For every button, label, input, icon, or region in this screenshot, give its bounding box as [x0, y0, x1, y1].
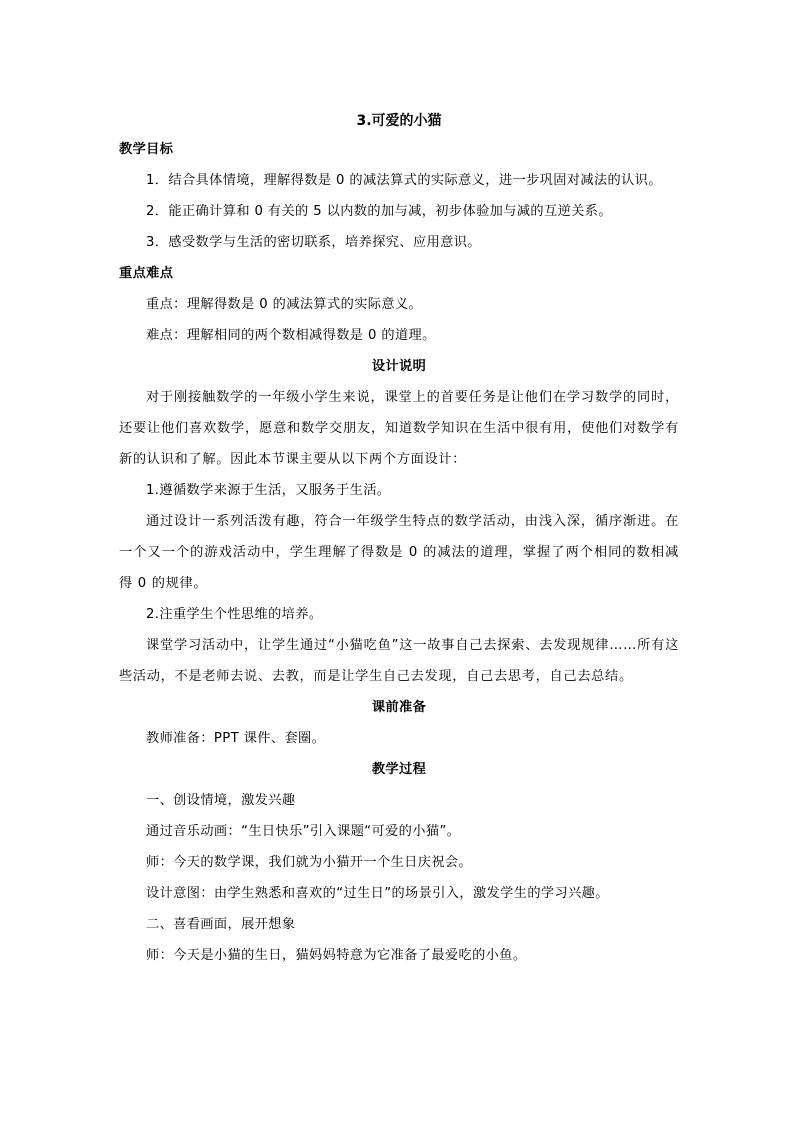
design-intro-paragraph: 对于刚接触数学的一年级小学生来说，课堂上的首要任务是让他们在学习数学的同时，还要让他们喜欢数学，愿意和数学交朋友，知道数学知识在生活中很有用，使他们对数学有新的认识和了解。因此本节课主要从以下两个方面设计： [119, 390, 679, 467]
design-point1-paragraph: 通过设计一系列活泼有趣，符合一年级学生特点的数学活动，由浅入深，循序渐进。在一个又一个的游戏活动中，学生理解了得数是 0 的减法的道理，掌握了两个相同的数相减得 0 的规律。 [119, 514, 679, 591]
process-step1-title: 一、创设情境，激发兴趣 [146, 793, 296, 808]
goal-item-2: 2．能正确计算和 0 有关的 5 以内数的加与减，初步体验加与减的互逆关系。 [146, 204, 612, 219]
design-point2-paragraph: 课堂学习活动中，让学生通过“小猫吃鱼”这一故事自己去探索、去发现规律……所有这些活动，不是老师去说、去教，而是让学生自己去发现，自己去思考，自己去总结。 [119, 638, 679, 684]
process-step1-line2: 师：今天的数学课，我们就为小猫开一个生日庆祝会。 [146, 855, 473, 870]
goal-item-3: 3．感受数学与生活的密切联系，培养探究、应用意识。 [146, 235, 481, 250]
section-heading-goals: 教学目标 [119, 142, 174, 157]
design-point2-title: 2.注重学生个性思维的培养。 [146, 607, 323, 622]
prep-teacher: 教师准备：PPT 课件、套圈。 [146, 731, 326, 746]
lesson-title: 3.可爱的小猫 [356, 113, 442, 129]
section-heading-design: 设计说明 [371, 359, 427, 374]
process-step2-line1: 师：今天是小猫的生日，猫妈妈特意为它准备了最爱吃的小鱼。 [146, 948, 527, 963]
process-step1-line1: 通过音乐动画：“生日快乐”引入课题“可爱的小猫”。 [146, 824, 461, 839]
process-step2-title: 二、喜看画面，展开想象 [146, 917, 296, 932]
section-heading-process: 教学过程 [371, 762, 427, 777]
document-content [119, 108, 679, 971]
design-point1-title: 1.遵循数学来源于生活，又服务于生活。 [146, 483, 391, 498]
section-heading-keypoints: 重点难点 [119, 266, 174, 281]
goal-item-1: 1．结合具体情境，理解得数是 0 的减法算式的实际意义，进一步巩固对减法的认识。 [146, 173, 662, 188]
process-step1-intent: 设计意图：由学生熟悉和喜欢的“过生日”的场景引入，激发学生的学习兴趣。 [146, 886, 609, 901]
keypoint-difficulty: 难点：理解相同的两个数相减得数是 0 的道理。 [146, 328, 436, 343]
keypoint-focus: 重点：理解得数是 0 的减法算式的实际意义。 [146, 297, 423, 312]
section-heading-prep: 课前准备 [371, 700, 427, 715]
